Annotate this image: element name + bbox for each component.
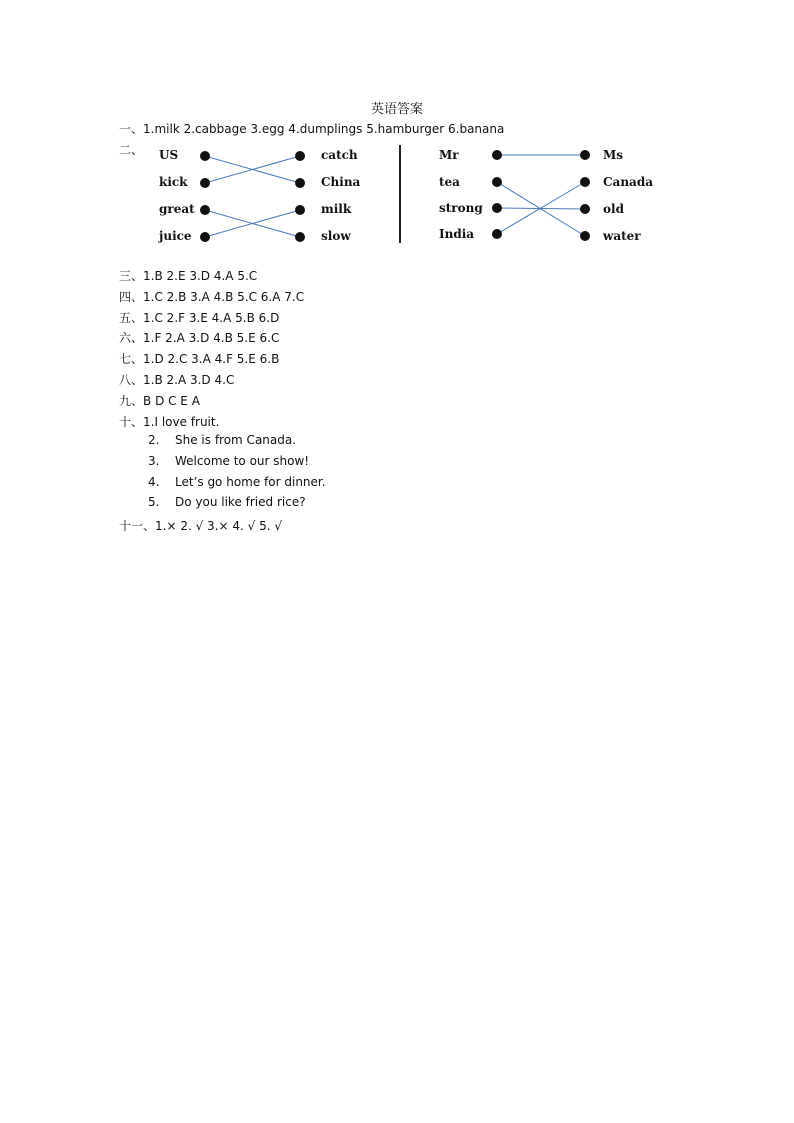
section-10-item-number: 2. — [148, 433, 160, 447]
match-right-word-4: India — [439, 227, 475, 241]
match-right-word-2: tea — [439, 175, 460, 189]
section-11-label: 十一、 — [119, 519, 156, 533]
section-5 — [119, 309, 279, 326]
page-title: 英语答案 — [370, 102, 423, 117]
section-10-item-text: Let’s go home for dinner. — [175, 475, 326, 489]
section-5-label: 五、 — [119, 311, 144, 325]
match-line-right-2 — [497, 182, 585, 236]
section-4-answers: 1.C 2.B 3.A 4.B 5.C 6.A 7.C — [143, 290, 305, 304]
match-dot-right-word-2 — [492, 177, 502, 187]
section-3 — [119, 267, 257, 284]
section-1 — [119, 120, 504, 137]
match-dot-right-word-1 — [492, 150, 502, 160]
match-left-target-1: catch — [321, 148, 358, 162]
match-line-left-4 — [205, 210, 300, 237]
section-10-label: 十、 — [119, 415, 144, 429]
section-8-label: 八、 — [119, 373, 144, 387]
match-divider — [399, 145, 401, 243]
match-right-target-3: old — [603, 202, 624, 216]
section-7-answers: 1.D 2.C 3.A 4.F 5.E 6.B — [143, 352, 280, 366]
match-right-target-4: water — [603, 229, 641, 243]
match-dot-right-word-4 — [492, 229, 502, 239]
section-3-answers: 1.B 2.E 3.D 4.A 5.C — [143, 269, 258, 283]
match-left-word-1: US — [159, 148, 179, 162]
section-9-answers: B D C E A — [143, 394, 200, 408]
match-dot-right-target-4 — [580, 231, 590, 241]
section-3-label: 三、 — [119, 269, 144, 283]
match-dot-left-target-2 — [295, 178, 305, 188]
match-left-target-2: China — [321, 175, 361, 189]
section-10-item-text: Welcome to our show! — [175, 454, 310, 468]
section-10-item-text: Do you like fried rice? — [175, 495, 306, 509]
match-dot-left-word-4 — [200, 232, 210, 242]
match-dot-left-target-4 — [295, 232, 305, 242]
section-9-label: 九、 — [119, 394, 144, 408]
match-right-word-3: strong — [439, 201, 483, 215]
match-left-word-3: great — [159, 202, 195, 216]
section-1-label: 一、 — [119, 122, 144, 136]
section-9 — [119, 392, 200, 409]
match-dot-left-word-3 — [200, 205, 210, 215]
match-line-left-3 — [205, 210, 300, 237]
section-11-answers: 1.× 2. √ 3.× 4. √ 5. √ — [155, 519, 283, 533]
section-2-label: 二、 — [119, 143, 144, 157]
section-1-answers: 1.milk 2.cabbage 3.egg 4.dumplings 5.hamburger 6.banana — [143, 122, 505, 136]
section-10-item-text: She is from Canada. — [175, 433, 297, 447]
section-10 — [119, 413, 219, 430]
match-right-target-2: Canada — [603, 175, 653, 189]
match-left-target-3: milk — [321, 202, 352, 216]
section-7-label: 七、 — [119, 352, 144, 366]
section-6 — [119, 329, 279, 346]
match-line-right-4 — [497, 182, 585, 234]
match-line-left-1 — [205, 156, 300, 183]
match-dot-right-target-2 — [580, 177, 590, 187]
section-6-answers: 1.F 2.A 3.D 4.B 5.E 6.C — [143, 331, 280, 345]
section-6-label: 六、 — [119, 331, 144, 345]
match-line-left-2 — [205, 156, 300, 183]
section-10-item-number: 3. — [148, 454, 160, 468]
match-dot-left-target-1 — [295, 151, 305, 161]
section-11 — [119, 517, 282, 534]
section-10-first-answer: 1.I love fruit. — [143, 415, 220, 429]
match-dot-right-word-3 — [492, 203, 502, 213]
section-8-answers: 1.B 2.A 3.D 4.C — [143, 373, 235, 387]
section-8 — [119, 371, 234, 388]
match-dot-left-word-2 — [200, 178, 210, 188]
match-line-right-3 — [497, 208, 585, 209]
match-left-target-4: slow — [321, 229, 351, 243]
section-5-answers: 1.C 2.F 3.E 4.A 5.B 6.D — [143, 311, 280, 325]
section-4 — [119, 288, 304, 305]
match-right-word-1: Mr — [439, 148, 459, 162]
section-10-item-number: 4. — [148, 475, 160, 489]
section-10-item-number: 5. — [148, 495, 160, 509]
match-left-word-2: kick — [159, 175, 188, 189]
match-dot-left-word-1 — [200, 151, 210, 161]
match-right-target-1: Ms — [603, 148, 624, 162]
match-dot-right-target-1 — [580, 150, 590, 160]
match-dot-right-target-3 — [580, 204, 590, 214]
match-left-word-4: juice — [159, 229, 192, 243]
match-dot-left-target-3 — [295, 205, 305, 215]
section-7 — [119, 350, 279, 367]
section-4-label: 四、 — [119, 290, 144, 304]
